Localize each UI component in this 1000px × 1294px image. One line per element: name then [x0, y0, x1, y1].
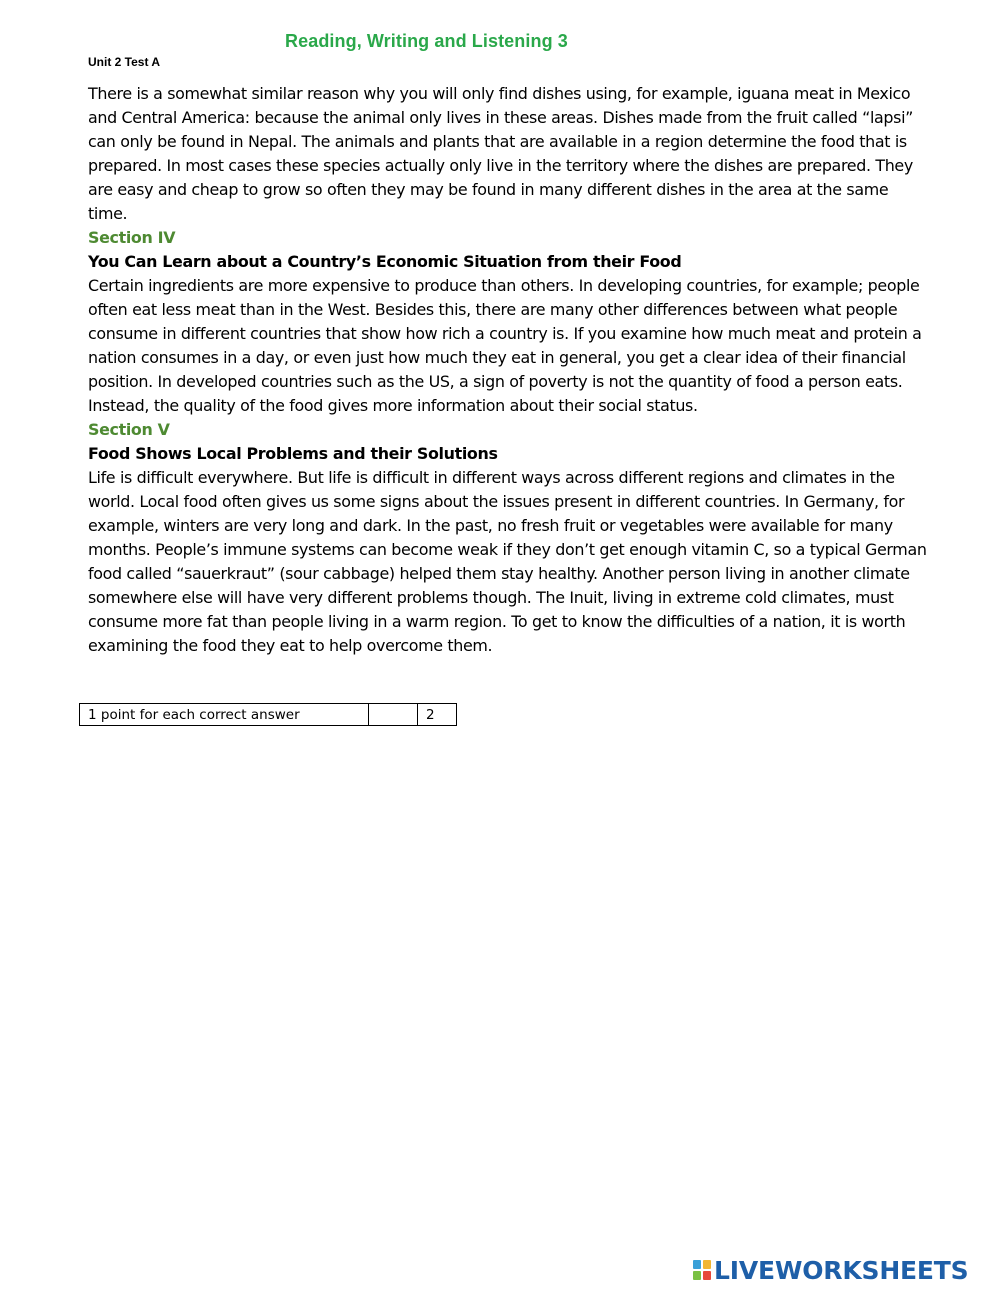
logo-square-4 — [703, 1271, 711, 1280]
score-table — [79, 703, 457, 726]
score-row — [80, 704, 457, 726]
liveworksheets-logo — [693, 1255, 968, 1285]
section-v-label: Section V — [88, 420, 170, 439]
page-title: Reading, Writing and Listening 3 — [285, 31, 568, 51]
intro-paragraph: There is a somewhat similar reason why you will only find dishes using, for example, iguana meat in Mexico and Central America: because the animal only lives in these areas. Dishes made from the fruit called “lapsi” can only be found in Nepal. The animals and plants that are available in a region determine the food that is prepared. In most cases these species actually only live in the territory where the dishes are prepared. They are easy and cheap to grow so often they may be found in many different dishes in the area at the same time. — [88, 84, 914, 223]
max-points-cell: 2 — [418, 704, 457, 726]
section-v-body: Life is difficult everywhere. But life is difficult in different ways across different regions and climates in the world. Local food often gives us some signs about the issues present in different countries. In Germany, for example, winters are very long and dark. In the past, no fresh fruit or vegetables were available for many months. People’s immune systems can become weak if they don’t get enough vitamin C, so a typical German food called “sauerkraut” (sour cabbage) helped them stay healthy. Another person living in another climate somewhere else will have very different problems though. The Inuit, living in extreme cold climates, must consume more fat than people living in a warm region. To get to know the difficulties of a nation, it is worth examining the food they eat to help overcome them. — [88, 468, 927, 655]
logo-wordmark: LIVEWORKSHEETS — [714, 1255, 969, 1285]
score-label-cell: 1 point for each correct answer — [80, 704, 369, 726]
logo-square-1 — [693, 1260, 701, 1269]
score-input-cell[interactable] — [369, 704, 418, 726]
test-label: Unit 2 Test A — [88, 55, 161, 69]
logo-square-2 — [703, 1260, 711, 1269]
logo-square-3 — [693, 1271, 701, 1280]
logo-mark-icon — [693, 1260, 711, 1280]
section-iv-label: Section IV — [88, 228, 176, 247]
reading-passage — [88, 82, 928, 658]
section-iv-body: Certain ingredients are more expensive to produce than others. In developing countries, for example; people often eat less meat than in the West. Besides this, there are many other differences between what people consume in different countries that show how rich a country is. If you examine how much meat and protein a nation consumes in a day, or even just how much they eat in general, you get a clear idea of their financial position. In developed countries such as the US, a sign of poverty is not the quantity of food a person eats. Instead, the quality of the food gives more information about their social status. — [88, 276, 922, 415]
section-v-heading: Food Shows Local Problems and their Solutions — [88, 444, 498, 463]
section-iv-heading: You Can Learn about a Country’s Economic Situation from their Food — [88, 252, 682, 271]
